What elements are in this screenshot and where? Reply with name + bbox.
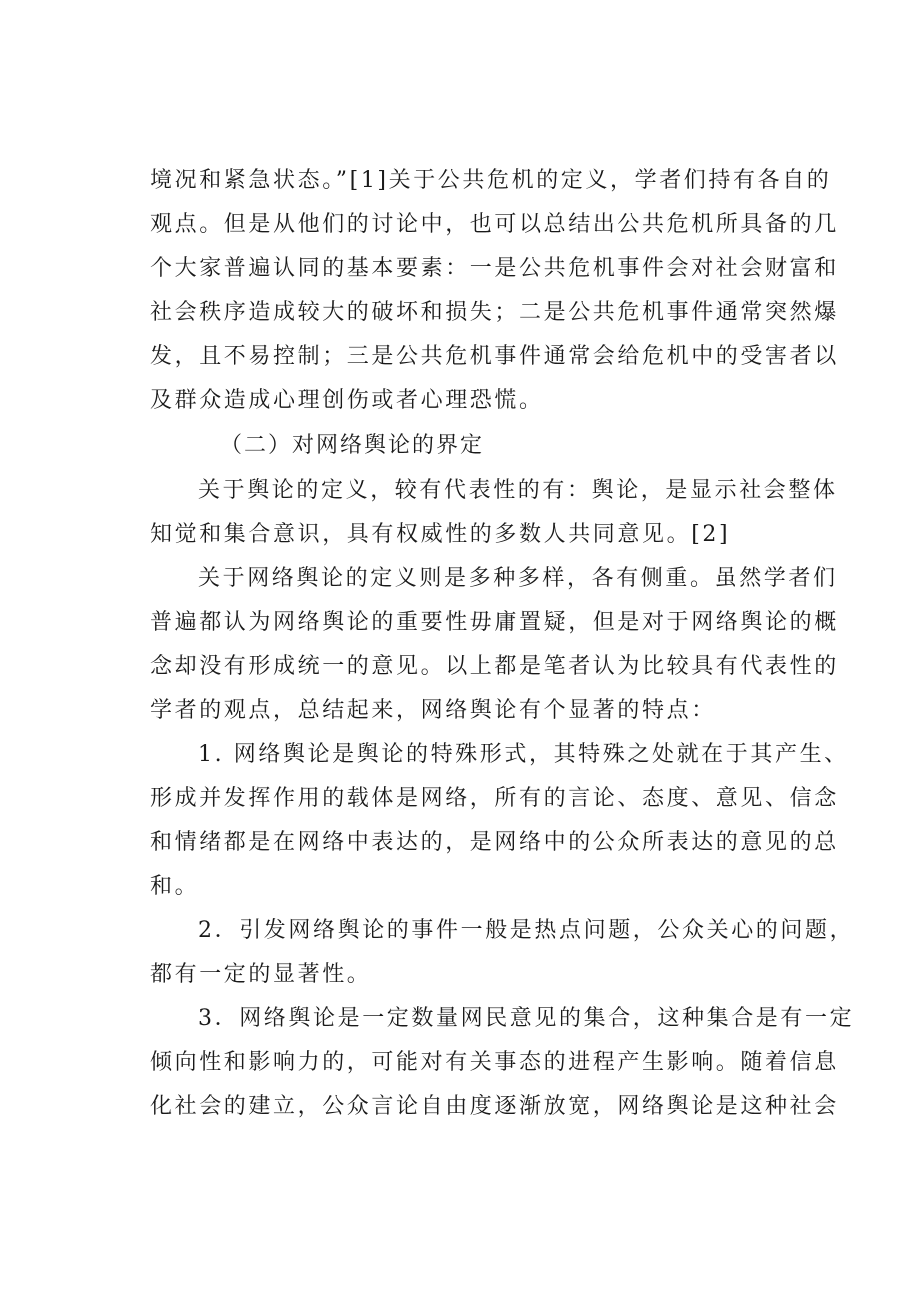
list-item-line: 化社会的建立，公众言论自由度逐渐放宽，网络舆论是这种社会 <box>150 1094 839 1119</box>
paragraph-line: 及群众造成心理创伤或者心理恐慌。 <box>150 388 544 413</box>
section-heading: （二）对网络舆论的界定 <box>220 433 485 458</box>
paragraph-line: 个大家普遍认同的基本要素：一是公共危机事件会对社会财富和 <box>150 256 839 281</box>
list-item-line: 3．网络舆论是一定数量网民意见的集合，这种集合是有一定 <box>198 1006 855 1031</box>
list-item-line: 形成并发挥作用的载体是网络，所有的言论、态度、意见、信念 <box>150 786 839 811</box>
list-item-line: 1. 网络舆论是舆论的特殊形式，其特殊之处就在于其产生、 <box>198 742 849 767</box>
list-item-line: 和。 <box>150 874 200 899</box>
list-item-line: 都有一定的显著性。 <box>150 962 372 987</box>
list-item-line: 倾向性和影响力的，可能对有关事态的进程产生影响。随着信息 <box>150 1050 839 1075</box>
paragraph-line: 普遍都认为网络舆论的重要性毋庸置疑，但是对于网络舆论的概 <box>150 610 839 635</box>
paragraph-line: 念却没有形成统一的意见。以上都是笔者认为比较具有代表性的 <box>150 654 839 679</box>
paragraph-line: 学者的观点，总结起来，网络舆论有个显著的特点： <box>150 698 716 723</box>
paragraph-line: 社会秩序造成较大的破坏和损失；二是公共危机事件通常突然爆 <box>150 300 839 325</box>
list-item-line: 2．引发网络舆论的事件一般是热点问题，公众关心的问题， <box>198 918 855 943</box>
paragraph-line: 关于舆论的定义，较有代表性的有：舆论，是显示社会整体 <box>198 478 838 503</box>
paragraph-line: 观点。但是从他们的讨论中，也可以总结出公共危机所具备的几 <box>150 212 839 237</box>
list-item-line: 和情绪都是在网络中表达的，是网络中的公众所表达的意见的总 <box>150 830 839 855</box>
paragraph-line: 知觉和集合意识，具有权威性的多数人共同意见。[2] <box>150 522 731 547</box>
paragraph-line: 发，且不易控制；三是公共危机事件通常会给危机中的受害者以 <box>150 344 839 369</box>
paragraph-line: 关于网络舆论的定义则是多种多样，各有侧重。虽然学者们 <box>198 566 838 591</box>
paragraph-line: 境况和紧急状态。”[1]关于公共危机的定义，学者们持有各自的 <box>150 168 832 193</box>
